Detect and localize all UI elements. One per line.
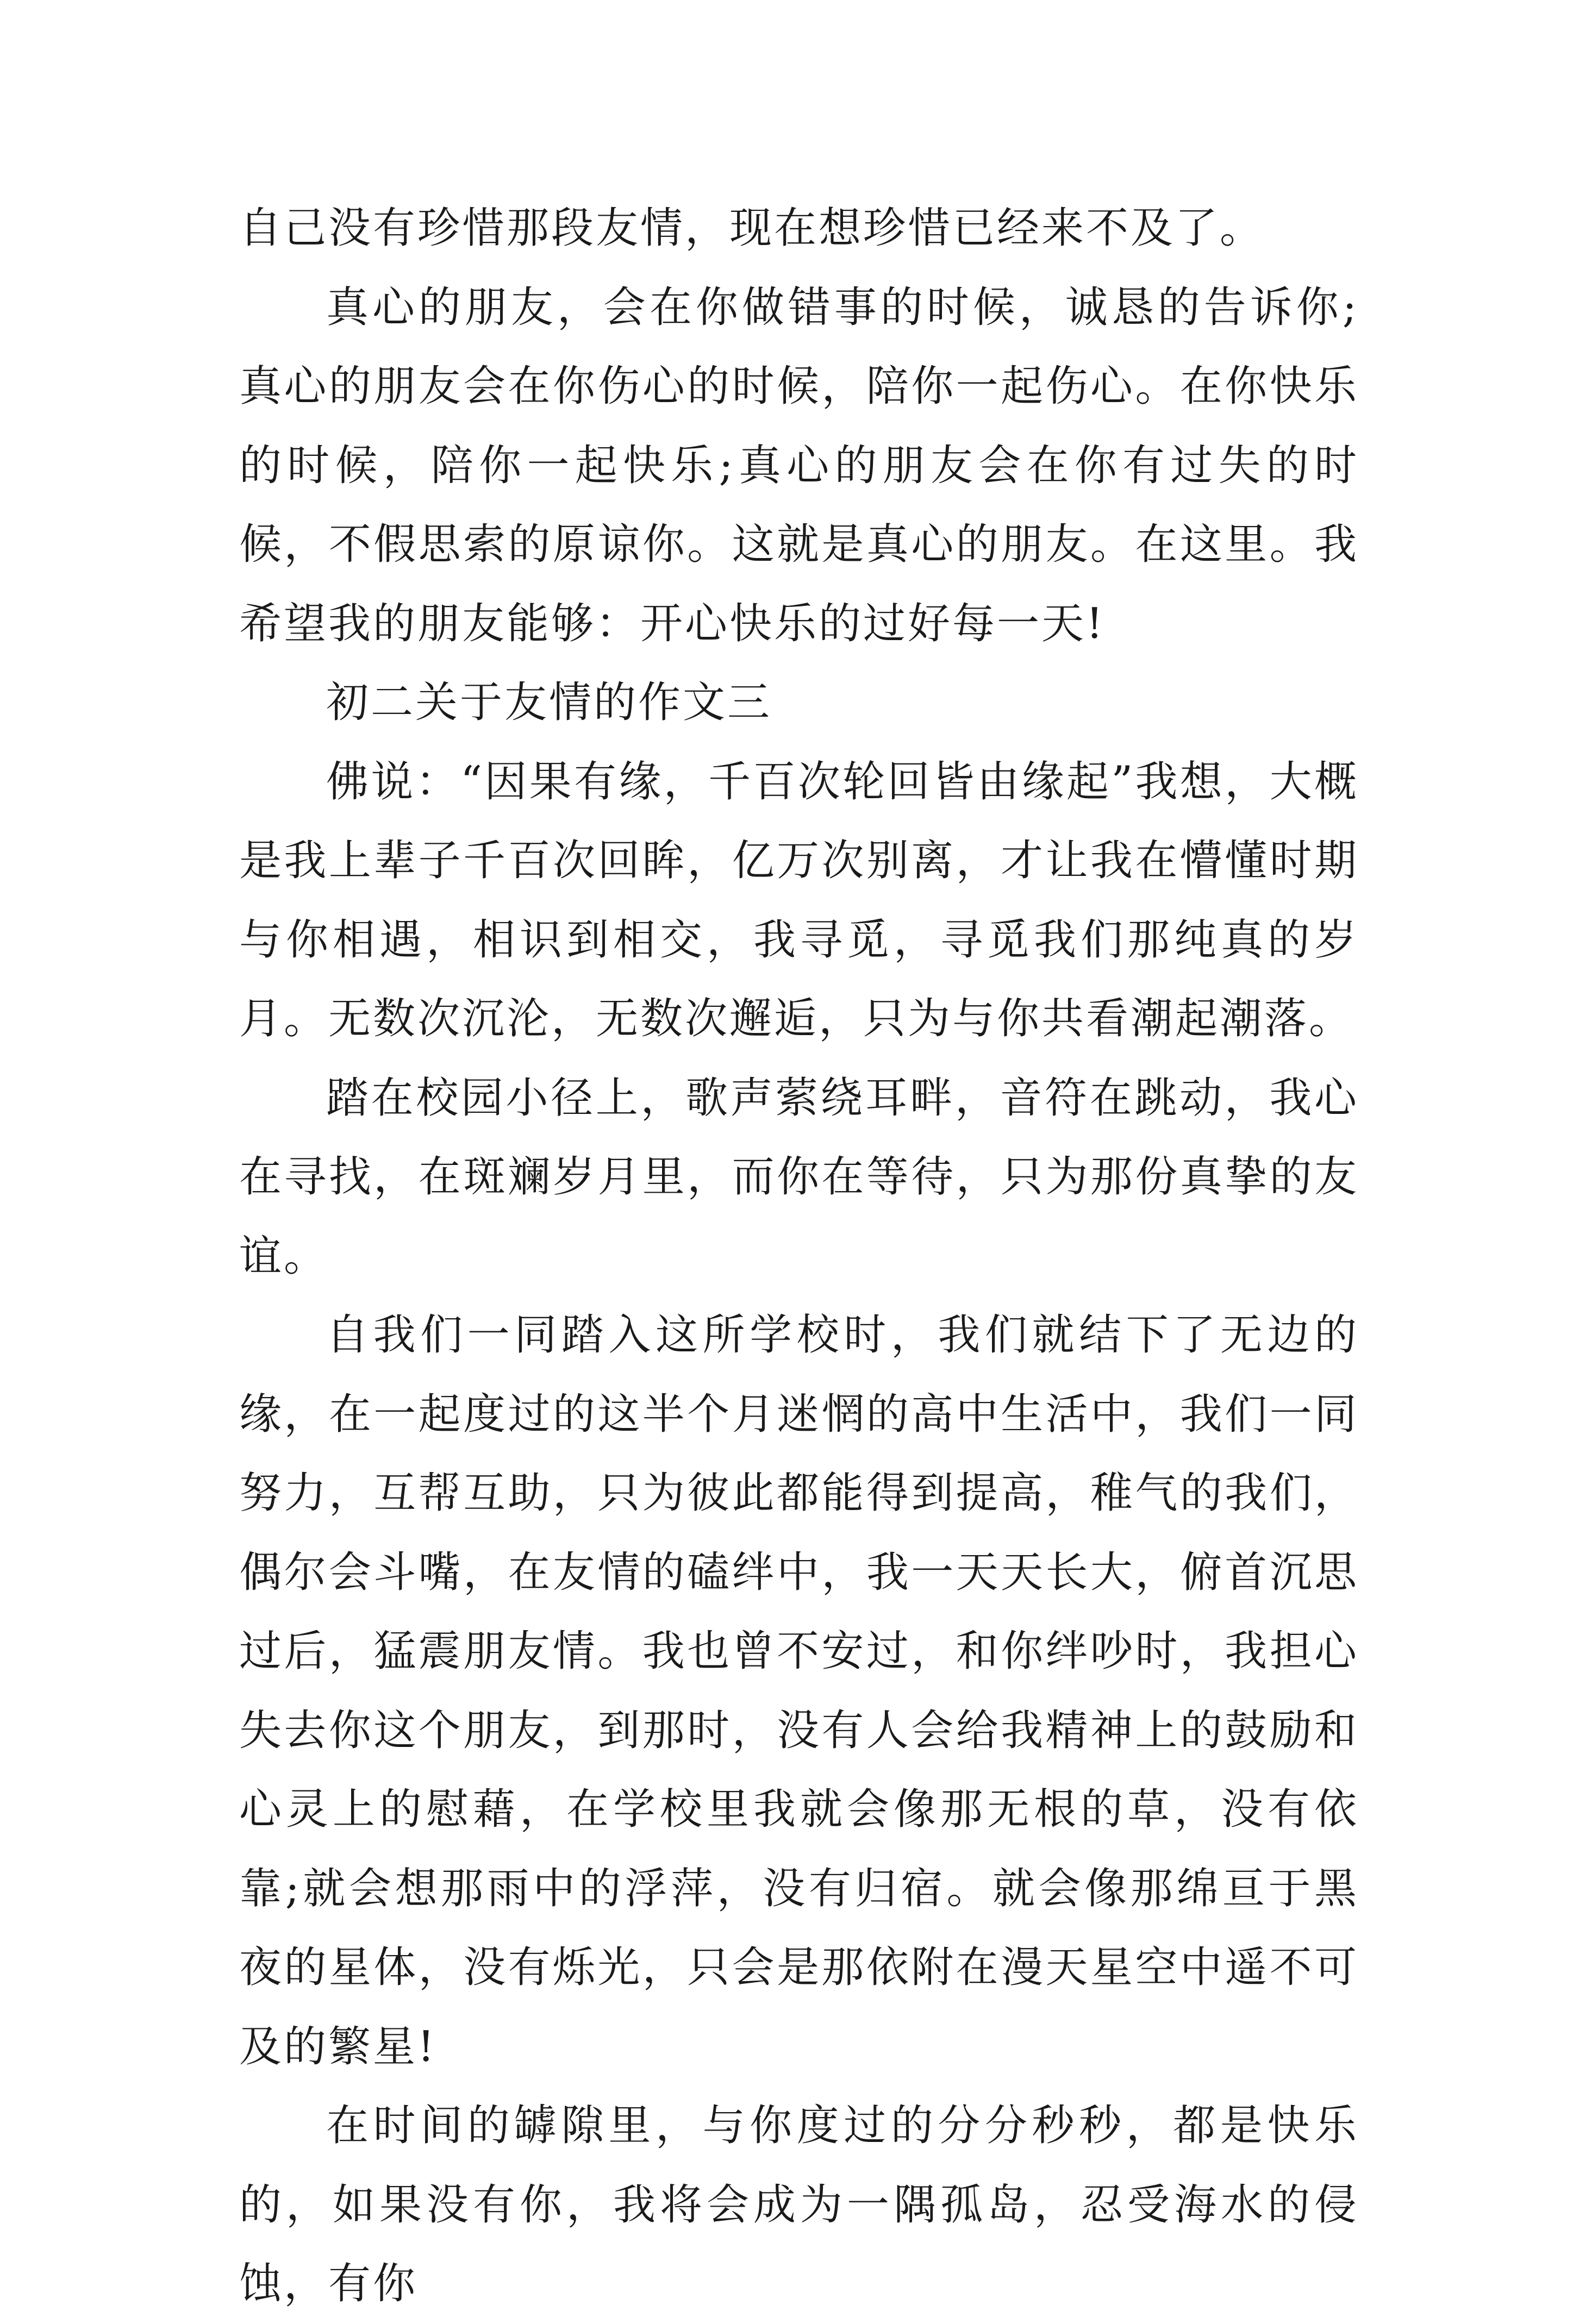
paragraph-time-gap: 在时间的罅隙里，与你度过的分分秒秒，都是快乐的，如果没有你，我将会成为一隅孤岛，忍受海水的侵蚀，有你 — [239, 2101, 1359, 2308]
paragraph-buddha-quote: 佛说：“因果有缘，千百次轮回皆由缘起”我想，大概是我上辈子千百次回眸，亿万次别离，才让我在懵懂时期与你相遇，相识到相交，我寻觅，寻觅我们那纯真的岁月。无数次沉沦，无数次邂逅，只为与你共看潮起潮落。 — [239, 757, 1359, 1043]
paragraph-school-together: 自我们一同踏入这所学校时，我们就结下了无边的缘，在一起度过的这半个月迷惘的高中生活中，我们一同努力，互帮互助，只为彼此都能得到提高，稚气的我们，偶尔会斗嘴，在友情的磕绊中，我一天天长大，俯首沉思过后，猛震朋友情。我也曾不安过，和你绊吵时，我担心失去你这个朋友，到那时，没有人会给我精神上的鼓励和心灵上的慰藉，在学校里我就会像那无根的草，没有依靠;就会想那雨中的浮萍，没有归宿。就会像那绵亘于黑夜的星体，没有烁光，只会是那依附在漫天星空中遥不可及的繁星! — [239, 1311, 1359, 2071]
document-body — [239, 189, 1359, 2324]
section-heading: 初二关于友情的作文三 — [326, 678, 772, 727]
paragraph-campus-path: 踏在校园小径上，歌声萦绕耳畔，音符在跳动，我心在寻找，在斑斓岁月里，而你在等待，只为那份真挚的友谊。 — [239, 1073, 1359, 1281]
paragraph-true-friend: 真心的朋友，会在你做错事的时候，诚恳的告诉你;真心的朋友会在你伤心的时候，陪你一起伤心。在你快乐的时候，陪你一起快乐;真心的朋友会在你有过失的时候，不假思索的原谅你。这就是真心的朋友。在这里。我希望我的朋友能够：开心快乐的过好每一天! — [239, 283, 1359, 648]
paragraph-continuation: 自己没有珍惜那段友情，现在想珍惜已经来不及了。 — [239, 204, 1265, 253]
